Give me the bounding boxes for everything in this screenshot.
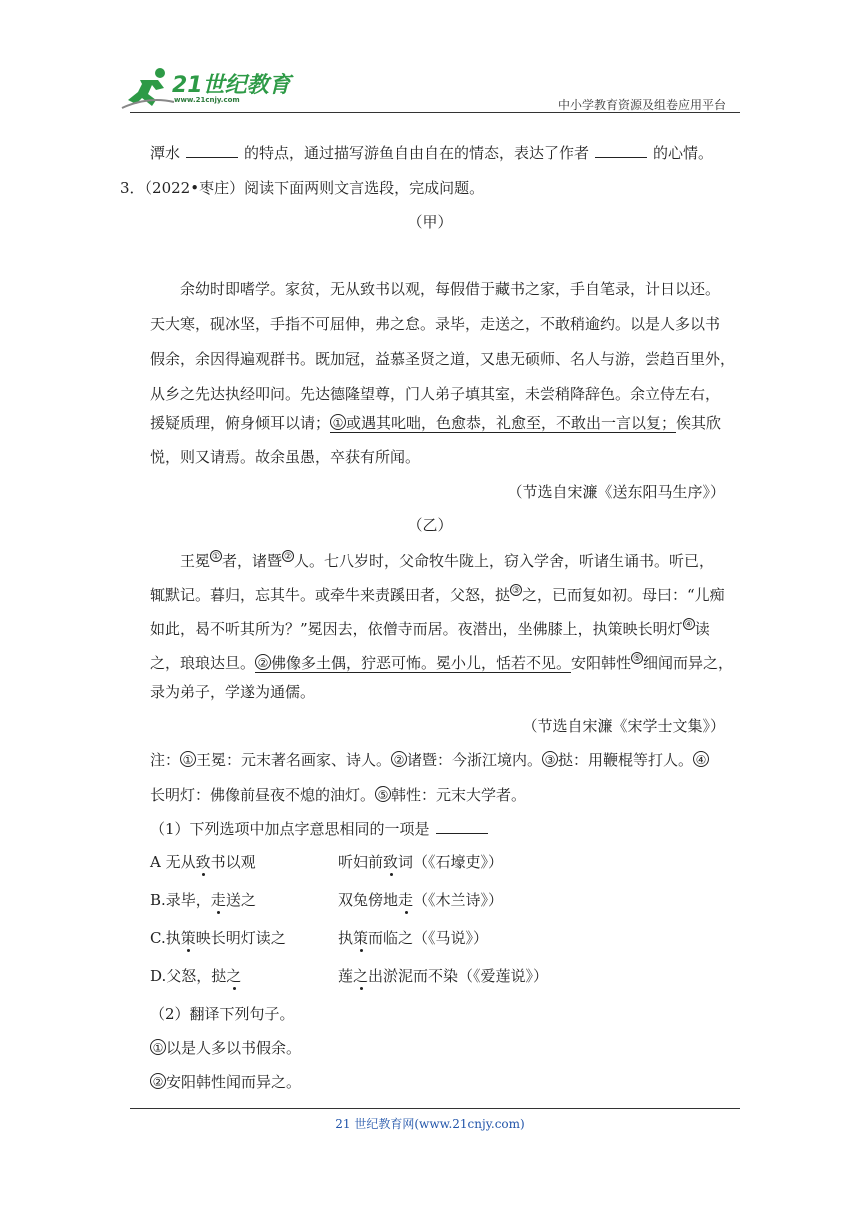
footer-text: 21 世纪教育网(www.21cnjy.com) (335, 1117, 525, 1131)
logo (120, 66, 300, 112)
text: 词（《石壕吏》） (398, 853, 504, 871)
logo-url: www.21cnjy.com (174, 96, 240, 104)
text: 安阳韩性 (571, 654, 632, 672)
text: 王冕：元末著名画家、诗人。 (196, 751, 392, 769)
footnote-marker: ④ (684, 620, 693, 630)
circled-number: ① (150, 1039, 166, 1055)
text: 之，已而复如初。母曰：“儿痴 (522, 586, 725, 604)
text: 如此，曷不听其所为？”冕因去，依僧寺而居。夜潜出，坐佛膝上，执策映长明灯 (150, 620, 683, 638)
option-b[interactable] (0, 890, 860, 910)
option-d-left (150, 966, 241, 986)
dotted-char: 致 (195, 853, 211, 871)
circled-number: ② (150, 1073, 166, 1089)
underlined-sentence (255, 654, 571, 673)
underlined-sentence (330, 414, 676, 433)
text: 安阳韩性闻而异之。 (166, 1073, 302, 1091)
footnote-marker: ① (211, 552, 221, 562)
platform-name: 中小学教育资源及组卷应用平台 (557, 98, 726, 112)
text-line (150, 413, 740, 433)
text: 双兔傍地 (338, 891, 399, 909)
text-line: 天大寒，砚冰坚，手指不可屈伸，弗之怠。录毕，走送之，不敢稍逾约。以是人多以书 (150, 315, 721, 333)
circled-number: ⑤ (375, 786, 391, 802)
option-b-left (150, 890, 256, 910)
text: 读 (694, 620, 710, 638)
footnote-marker: ⑤ (633, 654, 642, 664)
runner-icon (120, 66, 176, 112)
text: 援疑质理，俯身倾耳以请； (150, 414, 331, 432)
text-line (150, 143, 740, 163)
translate-item-2 (150, 1072, 740, 1092)
notes-line (150, 785, 740, 805)
text: 出淤泥而不染（《爱莲说》） (368, 967, 549, 985)
circled-number: ③ (542, 751, 558, 767)
text: 之，琅琅达旦。 (150, 654, 256, 672)
text: 细闻而异之， (643, 654, 734, 672)
option-d[interactable] (0, 966, 860, 986)
text: 映长明灯读之 (195, 929, 286, 947)
page-header (120, 66, 740, 114)
dotted-char: 之 (226, 967, 242, 985)
text-line (180, 546, 770, 571)
source-citation: （节选自宋濂《宋学士文集》） (522, 717, 725, 735)
text: 俟其欣 (676, 414, 722, 432)
text-line: 余幼时即嗜学。家贫，无从致书以观，每假借于藏书之家，手自笔录，计日以还。 (180, 280, 721, 298)
text: （1）下列选项中加点字意思相同的一项是 (150, 820, 430, 838)
text-line (150, 614, 740, 639)
option-b-right (338, 890, 503, 910)
text: 辄默记。暮归，忘其牛。或牵牛来责蹊田者，父怒，挞 (150, 586, 511, 604)
section-label-yi: （乙） (407, 516, 453, 534)
dotted-char: 之 (353, 967, 369, 985)
option-a-left (150, 852, 256, 872)
text-line: 录为弟子，学遂为通儒。 (150, 683, 316, 701)
text: 挞：用鞭棍等打人。 (558, 751, 694, 769)
answer-blank (186, 143, 238, 158)
answer-blank[interactable] (436, 819, 488, 834)
circled-number: ④ (693, 751, 709, 767)
text: C.执 (150, 929, 181, 947)
text-line: 假余，余因得遍观群书。既加冠，益慕圣贤之道，又患无硕师、名人与游，尝趋百里外， (150, 350, 736, 368)
sub-question-2: （2）翻译下列句子。 (150, 1005, 295, 1023)
text: 的心情。 (653, 144, 714, 162)
text: 的特点，通过描写游鱼自由自在的情态，表达了作者 (244, 144, 590, 162)
logo-text: 21世纪教育 (172, 73, 291, 98)
option-a[interactable] (0, 852, 860, 872)
source-citation: （节选自宋濂《送东阳马生序》） (507, 483, 725, 501)
text: 佛像多土偶，狞恶可怖。冕小儿，恬若不见。 (271, 654, 572, 672)
dotted-char: 致 (383, 853, 399, 871)
option-c-right (338, 928, 488, 948)
footnote-marker: ③ (511, 586, 521, 596)
text-line (150, 648, 740, 673)
text: 而临之（《马说》） (368, 929, 489, 947)
option-c-left (150, 928, 286, 948)
circled-number: ① (180, 751, 196, 767)
text: 注： (150, 751, 181, 769)
text: B.录毕， (150, 891, 211, 909)
text: 送之 (225, 891, 256, 909)
translate-item-1 (150, 1038, 740, 1058)
text: 书以观 (210, 853, 256, 871)
dotted-char: 策 (180, 929, 196, 947)
text: 王冕 (180, 552, 211, 570)
dotted-char: 走 (398, 891, 414, 909)
option-c[interactable] (0, 928, 860, 948)
circled-number: ② (255, 654, 271, 670)
text: 长明灯：佛像前昼夜不熄的油灯。 (150, 786, 376, 804)
text-line: 从乡之先达执经叩问。先达德隆望尊，门人弟子填其室，未尝稍降辞色。余立侍左右， (150, 385, 721, 403)
text: A 无从 (150, 853, 196, 871)
dotted-char: 走 (210, 891, 226, 909)
text-line (150, 580, 740, 605)
text: 莲 (338, 967, 354, 985)
text: 者，诸暨 (222, 552, 283, 570)
sub-question-1 (150, 819, 740, 839)
footer-divider (130, 1108, 740, 1109)
section-label-jia: （甲） (407, 213, 453, 231)
footnote-marker: ② (283, 552, 293, 562)
text: D.父怒，挞 (150, 967, 227, 985)
text: 人。七八岁时，父命牧牛陇上，窃入学舍，听诸生诵书。听已， (294, 552, 715, 570)
text: 或遇其叱咄，色愈恭，礼愈至，不敢出一言以复； (346, 414, 677, 432)
circled-number: ① (330, 414, 346, 430)
dotted-char: 策 (353, 929, 369, 947)
text: 以是人多以书假余。 (166, 1039, 302, 1057)
text: （《木兰诗》） (413, 891, 504, 909)
notes-line (150, 750, 740, 770)
question-title: 3．（2022•枣庄）阅读下面两则文言选段，完成问题。 (120, 179, 485, 197)
option-d-right (338, 966, 548, 986)
circled-number: ② (391, 751, 407, 767)
text: 潭水 (150, 144, 181, 162)
answer-blank (595, 143, 647, 158)
option-a-right (338, 852, 503, 872)
header-divider (130, 112, 740, 113)
text: 听妇前 (338, 853, 384, 871)
text: 韩性：元末大学者。 (391, 786, 527, 804)
text: 执 (338, 929, 354, 947)
text-line: 悦，则又请焉。故余虽愚，卒获有所闻。 (150, 448, 421, 466)
text: 诸暨：今浙江境内。 (407, 751, 543, 769)
